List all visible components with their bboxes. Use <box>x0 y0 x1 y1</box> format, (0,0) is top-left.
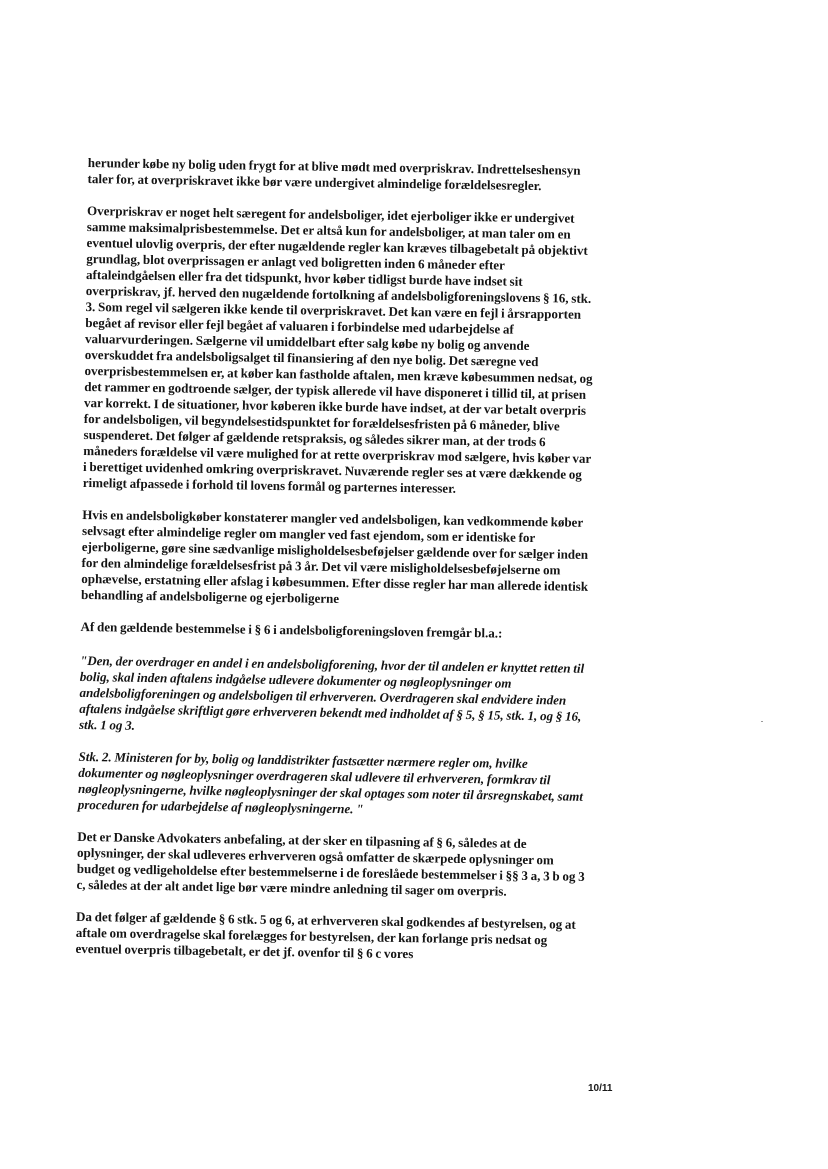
scan-speck <box>761 721 763 722</box>
paragraph-2: Overpriskrav er noget helt særegent for andelsboliger, idet ejerboliger ikke er undergivet samme maksimalprisbestemmelse. Det er altså kun for andelsboliger, at man taler om en eventuel ulovlig overpris, der efter nugældende regler kan kræves tilbagebetalt på objektivt grundlag, blot overprissagen er anlagt ved boligretten inden 6 måneder efter aftaleindgåelsen eller fra det tidspunkt, hvor køber tidligst burde have indset sit overpriskrav, jf. herved den nugældende fortolkning af andelsboligforeningslovens § 16, stk. 3. Som regel vil sælgeren ikke kende til overpriskravet. Det kan være en fejl i årsrapporten begået af revisor eller fejl begået af valuaren i forbindelse med udarbejdelse af valuarvurderingen. Sælgerne vil umiddelbart efter salg købe ny bolig og anvende overskuddet fra andelsboligsalget til finansiering af den nye bolig. Det særegne ved overprisbestemmelsen er, at køber kan fastholde aftalen, men kræve købesummen nedsat, og det rammer en godtroende sælger, der typisk allerede vil have disponeret i tillid til, at prisen var korrekt. I de situationer, hvor køberen ikke burde have indset, at der var betalt overpris for andelsboligen, vil begyndelsestidspunktet for forældelsesfristen på 6 måneder, blive suspenderet. Det følger af gældende retspraksis, og således sikrer man, at der trods 6 måneders forældelse vil være mulighed for at rette overpriskrav mod sælgere, hvis køber var i berettiget uvidenhed omkring overpriskravet. Nuværende regler ses at være dækkende og rimeligt afpassede i forhold til lovens formål og parternes interesser. <box>82 202 593 496</box>
quote-paragraph-1: "Den, der overdrager en andel i en andelsboligforening, hvor der til andelen er knyttet retten til bolig, skal inden aftalens indgåelse udlevere dokumenter og nøgleoplysninger om andelsboligforeningen og andelsboligen til erhververen. Overdrageren skal endvidere inden aftalens indgåelse skriftligt gøre erhververen bekendt med indholdet af § 5, § 15, stk. 1, og § 16, stk. 1 og 3. <box>78 652 585 733</box>
paragraph-4: Af den gældende bestemmelse i § 6 i andelsboligforeningsloven fremgår bl.a.: <box>80 618 503 641</box>
document-body <box>75 155 596 981</box>
paragraph-3: Hvis en andelsboligkøber konstaterer mangler ved andelsboligen, kan vedkommende køber selvsagt efter almindelige regler om mangler ved fast ejendom, som er identiske for ejerboligerne, gøre sine sædvanlige misligholdelsesbeføjelser gældende over for sælger inden for den almindelige forældelsesfrist på 3 år. Det vil være misligholdelsesbeføjelserne om ophævelse, erstatning eller afslag i købesummen. Efter disse regler har man allerede identisk behandling af andelsboligerne og ejerboligerne <box>80 506 589 606</box>
quote-paragraph-2: Stk. 2. Ministeren for by, bolig og landdistrikter fastsætter nærmere regler om, hvilke dokumenter og nøgleoplysninger overdrageren skal udlevere til erhververen, formkrav til nøgleoplysningerne, hvilke nøgleoplysninger der skal optages som noter til årsregnskabet, samt proceduren for udarbejdelse af nøgleoplysningerne. " <box>77 748 584 817</box>
paragraph-1: herunder købe ny bolig uden frygt for at blive mødt med overpriskrav. Indrettelseshensyn taler for, at overpriskravet ikke bør være undergivet almindelige forældelsesregler. <box>87 155 581 194</box>
paragraph-7: Det er Danske Advokaters anbefaling, at der sker en tilpasning af § 6, således at de oplysninger, der skal udleveres erhververen også omfatter de skærpede oplysninger om budget og vedligeholdelse efter bestemmelserne i de foreslåede bestemmelser i §§ 3 a, 3 b og 3 c, således at der alt andet lige bør være mindre anledning til sager om overpris. <box>76 828 585 899</box>
page-number: 10/11 <box>588 1083 613 1094</box>
paragraph-8: Da det følger af gældende § 6 stk. 5 og 6, at erhververen skal godkendes af bestyrelsen, og at aftale om overdragelse skal forelægges for bestyrelsen, der kan forlange pris nedsat og eventuel overpris tilbagebetalt, er det jf. ovenfor til § 6 c vores <box>75 908 576 962</box>
